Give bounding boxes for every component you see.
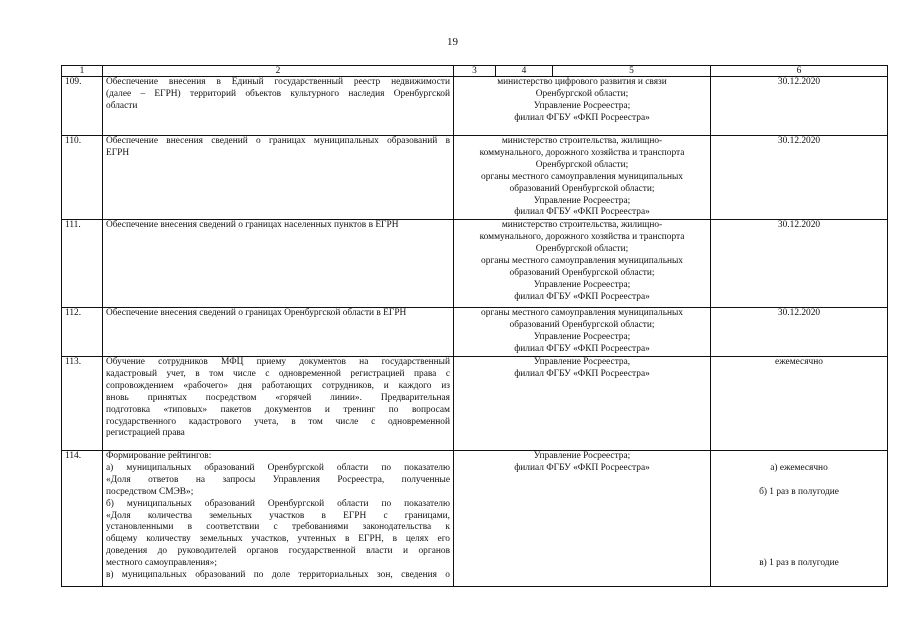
- executor-line: образований Оренбургской области;: [509, 320, 655, 331]
- executor-line: органы местного самоуправления муниципальных: [481, 256, 683, 267]
- measure-line: местного самоуправления»;: [106, 558, 217, 569]
- deadline-b: б) 1 раз в полугодие: [759, 486, 839, 497]
- executor-line: образований Оренбургской области;: [509, 267, 655, 278]
- header-col-4: 4: [496, 66, 553, 77]
- deadline-a: а) ежемесячно: [770, 462, 828, 473]
- measure-line: Обеспечение внесения сведений о границах муниципальных образований в: [106, 136, 450, 146]
- row-number: 109.: [62, 77, 103, 136]
- measure-line: «Доля ответов на запросы Управления Росреестра, полученные: [106, 474, 450, 485]
- executor-line: Управление Росреестра;: [533, 100, 631, 111]
- executor-line: Управление Росреестра;: [533, 195, 631, 206]
- table-row: [62, 77, 888, 136]
- executor-line: органы местного самоуправления муниципальных: [481, 308, 683, 319]
- measure-text: [103, 220, 454, 308]
- measure-line: (далее – ЕГРН) территорий объектов культурного наследия Оренбургской: [106, 88, 450, 99]
- executor-line: Оренбургской области;: [535, 159, 629, 170]
- row-number: 113.: [62, 356, 103, 450]
- measure-line: в) муниципальных образований по доле территориальных зон, сведения о: [106, 570, 450, 581]
- executor-line: Оренбургской области;: [535, 244, 629, 255]
- row-number: 111.: [62, 220, 103, 308]
- header-col-2: 2: [103, 66, 454, 77]
- executor-line: Управление Росреестра;: [533, 450, 631, 461]
- measure-line: Формирование рейтингов:: [106, 450, 212, 461]
- deadline: 30.12.2020: [711, 77, 888, 136]
- executor-line: Оренбургской области;: [535, 88, 629, 99]
- header-col-1: 1: [62, 66, 103, 77]
- table-row: [62, 220, 888, 308]
- executor-line: коммунального, дорожного хозяйства и транспорта: [479, 232, 685, 243]
- executor-line: органы местного самоуправления муниципальных: [481, 171, 683, 182]
- measure-line: Обучение сотрудников МФЦ приему документов на государственный: [106, 356, 450, 367]
- row-number: 114.: [62, 450, 103, 586]
- measure-line: Обеспечение внесения в Единый государственный реестр недвижимости: [106, 77, 450, 87]
- measure-line: области: [106, 100, 138, 111]
- measure-line: Обеспечение внесения сведений о границах Оренбургской области в ЕГРН: [106, 308, 407, 319]
- table-row: [62, 136, 888, 220]
- header-col-5: 5: [553, 66, 711, 77]
- deadline: 30.12.2020: [711, 136, 888, 220]
- measure-line: доведения до руководителей органов государственной власти и органов: [106, 546, 450, 557]
- executors: [454, 450, 711, 586]
- executor-line: министерство строительства, жилищно-: [501, 136, 663, 146]
- measure-line: «Доля количества земельных участков в ЕГРН с границами,: [106, 510, 450, 521]
- measure-line: государственного кадастрового учета, в том числе с одновременной: [106, 416, 450, 427]
- executor-line: Управление Росреестра;: [533, 279, 631, 290]
- executor-line: министерство цифрового развития и связи: [497, 77, 667, 87]
- executors: [454, 136, 711, 220]
- measure-text: [103, 356, 454, 450]
- executor-line: филиал ФГБУ «ФКП Росреестра»: [514, 368, 650, 379]
- executor-line: коммунального, дорожного хозяйства и транспорта: [479, 147, 685, 158]
- measure-line: посредством СМЭВ»;: [106, 486, 194, 497]
- measure-line: сопровождением «рабочего» дня работающих сотрудников, и каждого из: [106, 380, 450, 391]
- measure-line: ЕГРН: [106, 147, 130, 158]
- executors: [454, 356, 711, 450]
- measure-line: б) муниципальных образований Оренбургской области по показателю: [106, 498, 450, 509]
- deadline: 30.12.2020: [711, 308, 888, 357]
- table-row: [62, 356, 888, 450]
- executor-line: Управление Росреестра;: [533, 332, 631, 343]
- measure-line: кадастровый учет, в том числе с одновременной регистрацией права с: [106, 368, 450, 379]
- deadline: ежемесячно: [711, 356, 888, 450]
- header-col-6: 6: [711, 66, 888, 77]
- table-row: [62, 308, 888, 357]
- header-col-3: 3: [454, 66, 496, 77]
- measure-line: Обеспечение внесения сведений о границах населенных пунктов в ЕГРН: [106, 220, 399, 231]
- executor-line: филиал ФГБУ «ФКП Росреестра»: [514, 207, 650, 218]
- measure-line: подготовка «типовых» пакетов документов и тренинг по вопросам: [106, 404, 450, 415]
- measure-text: [103, 77, 454, 136]
- measure-text: [103, 136, 454, 220]
- executor-line: филиал ФГБУ «ФКП Росреестра»: [514, 112, 650, 123]
- measure-line: регистрацией права: [106, 428, 185, 439]
- deadline: 30.12.2020: [711, 220, 888, 308]
- row-number: 110.: [62, 136, 103, 220]
- executor-line: филиал ФГБУ «ФКП Росреестра»: [514, 344, 650, 355]
- executor-line: филиал ФГБУ «ФКП Росреестра»: [514, 291, 650, 302]
- measure-line: установленными в соответствии с требованиями законодательства к: [106, 522, 450, 533]
- measure-text: [103, 450, 454, 586]
- executors: [454, 308, 711, 357]
- executors: [454, 220, 711, 308]
- executor-line: министерство строительства, жилищно-: [501, 220, 663, 231]
- row-number: 112.: [62, 308, 103, 357]
- executor-line: образований Оренбургской области;: [509, 183, 655, 194]
- page-number: 19: [447, 36, 458, 48]
- measure-line: общему количеству земельных участков, учтенных в ЕГРН, в целях его: [106, 534, 450, 545]
- executor-line: Управление Росреестра,: [533, 356, 631, 367]
- action-plan-table: [61, 65, 888, 587]
- measure-line: вновь принятых посредством «горячей линии». Предварительная: [106, 392, 450, 403]
- deadline-schedule: [711, 450, 888, 586]
- executor-line: филиал ФГБУ «ФКП Росреестра»: [514, 462, 650, 473]
- measure-text: [103, 308, 454, 357]
- deadline-c: в) 1 раз в полугодие: [759, 558, 839, 569]
- executors: [454, 77, 711, 136]
- measure-line: а) муниципальных образований Оренбургской области по показателю: [106, 462, 450, 473]
- table-header-row: [62, 66, 888, 77]
- table-row: [62, 450, 888, 586]
